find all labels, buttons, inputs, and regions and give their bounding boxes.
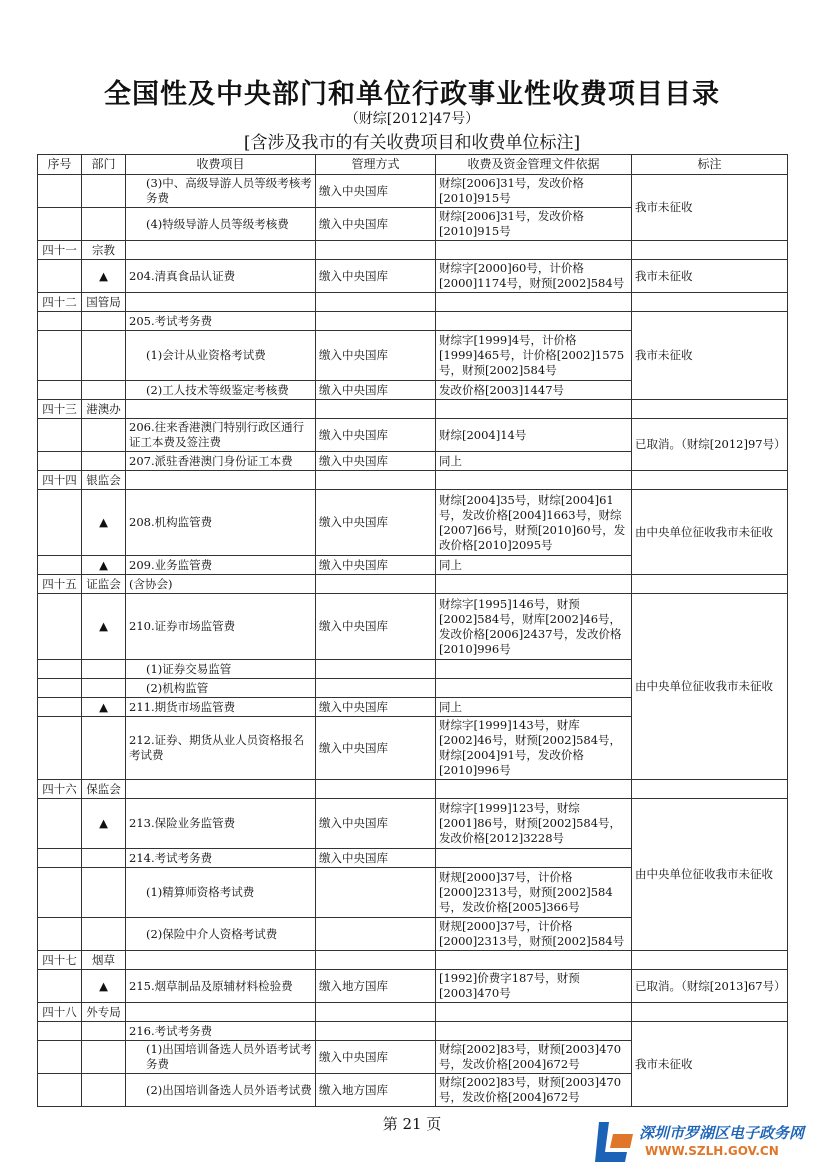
triangle-mark: ▲ <box>82 260 126 293</box>
basis-cell: 财综[2006]31号，发改价格[2010]915号 <box>436 208 632 241</box>
triangle-mark: ▲ <box>82 490 126 556</box>
section-dept: 宗教 <box>82 241 126 260</box>
mgmt-cell: 缴入中央国库 <box>316 419 436 452</box>
item-cell: (含协会) <box>126 575 316 594</box>
table-row <box>38 799 788 849</box>
section-seq: 四十七 <box>38 951 82 970</box>
logo-url: WWW.SZLH.GOV.CN <box>645 1144 779 1158</box>
item-cell: 213.保险业务监管费 <box>126 799 316 849</box>
note-cell: 我市未征收 <box>632 260 788 293</box>
section-dept: 外专局 <box>82 1003 126 1022</box>
header-item: 收费项目 <box>126 155 316 175</box>
note-cell: 由中央单位征收我市未征收 <box>632 490 788 575</box>
document-title: 全国性及中央部门和单位行政事业性收费项目目录 <box>104 79 720 110</box>
mgmt-cell: 缴入中央国库 <box>316 208 436 241</box>
document-note: [含涉及我市的有关收费项目和收费单位标注] <box>243 133 581 153</box>
item-cell: 209.业务监管费 <box>126 556 316 575</box>
table-row <box>38 1022 788 1041</box>
header-basis: 收费及资金管理文件依据 <box>436 155 632 175</box>
note-cell: 已取消。（财综[2012]97号） <box>632 419 788 471</box>
section-seq: 四十三 <box>38 400 82 419</box>
section-row <box>38 241 788 260</box>
section-row <box>38 951 788 970</box>
section-dept: 保监会 <box>82 780 126 799</box>
section-seq: 四十八 <box>38 1003 82 1022</box>
item-cell: (1)证券交易监管 <box>126 660 316 679</box>
triangle-mark: ▲ <box>82 594 126 660</box>
basis-cell: 财综[2006]31号，发改价格[2010]915号 <box>436 175 632 208</box>
section-dept: 国管局 <box>82 293 126 312</box>
item-cell: (3)中、高级导游人员等级考核考务费 <box>126 175 316 208</box>
mgmt-cell: 缴入中央国库 <box>316 594 436 660</box>
mgmt-cell: 缴入中央国库 <box>316 717 436 780</box>
section-row <box>38 293 788 312</box>
item-cell: 216.考试考务费 <box>126 1022 316 1041</box>
triangle-mark: ▲ <box>82 970 126 1003</box>
triangle-mark: ▲ <box>82 799 126 849</box>
item-cell: (2)机构监管 <box>126 679 316 698</box>
note-cell: 由中央单位征收我市未征收 <box>632 799 788 951</box>
mgmt-cell: 缴入中央国库 <box>316 381 436 400</box>
section-dept: 证监会 <box>82 575 126 594</box>
basis-cell: 同上 <box>436 556 632 575</box>
table-row <box>38 594 788 660</box>
item-cell: 208.机构监管费 <box>126 490 316 556</box>
item-cell: (4)特级导游人员等级考核费 <box>126 208 316 241</box>
mgmt-cell: 缴入地方国库 <box>316 970 436 1003</box>
table-row <box>38 419 788 452</box>
note-cell: 已取消。（财综[2013]67号） <box>632 970 788 1003</box>
mgmt-cell: 缴入中央国库 <box>316 452 436 471</box>
note-cell: 由中央单位征收我市未征收 <box>632 594 788 780</box>
item-cell: 207.派驻香港澳门身份证工本费 <box>126 452 316 471</box>
table-row <box>38 260 788 293</box>
basis-cell: 财综[2004]14号 <box>436 419 632 452</box>
triangle-mark: ▲ <box>82 698 126 717</box>
basis-cell: 财规[2000]37号，计价格[2000]2313号，财预[2002]584号，发改价格[2005]366号 <box>436 868 632 918</box>
basis-cell: 财综字[1995]146号，财预[2002]584号，财库[2002]46号，发改价格[2006]2437号，发改价格[2010]996号 <box>436 594 632 660</box>
section-seq: 四十二 <box>38 293 82 312</box>
section-dept: 港澳办 <box>82 400 126 419</box>
section-seq: 四十四 <box>38 471 82 490</box>
item-cell: 206.往来香港澳门特别行政区通行证工本费及签注费 <box>126 419 316 452</box>
header-seq: 序号 <box>38 155 82 175</box>
section-row <box>38 1003 788 1022</box>
mgmt-cell: 缴入中央国库 <box>316 556 436 575</box>
table-header-row <box>38 155 788 175</box>
mgmt-cell: 缴入中央国库 <box>316 698 436 717</box>
mgmt-cell: 缴入中央国库 <box>316 490 436 556</box>
basis-cell: 财综字[1999]123号，财综[2001]86号，财预[2002]584号，发改价格[2012]3228号 <box>436 799 632 849</box>
basis-cell: 同上 <box>436 698 632 717</box>
header-dept: 部门 <box>82 155 126 175</box>
basis-cell: 财综字[1999]143号，财库[2002]46号，财预[2002]584号，财综[2004]91号，发改价格[2010]996号 <box>436 717 632 780</box>
logo-site-name: 深圳市罗湖区电子政务网 <box>639 1124 805 1142</box>
section-row <box>38 471 788 490</box>
item-cell: (1)会计从业资格考试费 <box>126 331 316 381</box>
section-seq: 四十六 <box>38 780 82 799</box>
mgmt-cell: 缴入中央国库 <box>316 799 436 849</box>
basis-cell: 财综[2002]83号，财预[2003]470号，发改价格[2004]672号 <box>436 1074 632 1107</box>
basis-cell: 财规[2000]37号，计价格[2000]2313号，财预[2002]584号 <box>436 918 632 951</box>
section-row <box>38 575 788 594</box>
section-dept: 银监会 <box>82 471 126 490</box>
mgmt-cell: 缴入地方国库 <box>316 1074 436 1107</box>
header-mgmt: 管理方式 <box>316 155 436 175</box>
mgmt-cell: 缴入中央国库 <box>316 1041 436 1074</box>
basis-cell: 财综字[1999]4号，计价格[1999]465号，计价格[2002]1575号，财预[2002]584号 <box>436 331 632 381</box>
table-row <box>38 175 788 208</box>
item-cell: (1)精算师资格考试费 <box>126 868 316 918</box>
item-cell: (1)出国培训备选人员外语考试考务费 <box>126 1041 316 1074</box>
szlh-logo-icon <box>593 1118 635 1164</box>
mgmt-cell: 缴入中央国库 <box>316 849 436 868</box>
item-cell: 212.证券、期货从业人员资格报名考试费 <box>126 717 316 780</box>
page-number: 第 21 页 <box>382 1115 442 1133</box>
item-cell: (2)工人技术等级鉴定考核费 <box>126 381 316 400</box>
document-subtitle: （财综[2012]47号） <box>344 111 480 127</box>
note-cell: 我市未征收 <box>632 312 788 400</box>
table-row <box>38 312 788 331</box>
item-cell: 215.烟草制品及原辅材料检验费 <box>126 970 316 1003</box>
basis-cell: 财综[2004]35号，财综[2004]61号，发改价格[2004]1663号，财综[2007]66号，财预[2010]60号，发改价格[2010]2095号 <box>436 490 632 556</box>
section-row <box>38 400 788 419</box>
mgmt-cell: 缴入中央国库 <box>316 175 436 208</box>
basis-cell: [1992]价费字187号，财预[2003]470号 <box>436 970 632 1003</box>
note-cell: 我市未征收 <box>632 1022 788 1107</box>
mgmt-cell: 缴入中央国库 <box>316 260 436 293</box>
triangle-mark: ▲ <box>82 556 126 575</box>
szlh-watermark-logo <box>593 1118 815 1168</box>
section-row <box>38 780 788 799</box>
section-seq: 四十一 <box>38 241 82 260</box>
note-cell: 我市未征收 <box>632 175 788 241</box>
item-cell: 214.考试考务费 <box>126 849 316 868</box>
item-cell: (2)保险中介人资格考试费 <box>126 918 316 951</box>
mgmt-cell: 缴入中央国库 <box>316 331 436 381</box>
item-cell: 205.考试考务费 <box>126 312 316 331</box>
table-row <box>38 490 788 556</box>
table-row <box>38 970 788 1003</box>
item-cell: 204.清真食品认证费 <box>126 260 316 293</box>
item-cell: 210.证券市场监管费 <box>126 594 316 660</box>
section-seq: 四十五 <box>38 575 82 594</box>
basis-cell: 财综[2002]83号，财预[2003]470号，发改价格[2004]672号 <box>436 1041 632 1074</box>
fee-catalog-table <box>37 154 788 1107</box>
header-note: 标注 <box>632 155 788 175</box>
basis-cell: 发改价格[2003]1447号 <box>436 381 632 400</box>
basis-cell: 财综字[2000]60号，计价格[2000]1174号，财预[2002]584号 <box>436 260 632 293</box>
item-cell: (2)出国培训备选人员外语考试费 <box>126 1074 316 1107</box>
item-cell: 211.期货市场监管费 <box>126 698 316 717</box>
basis-cell: 同上 <box>436 452 632 471</box>
section-dept: 烟草 <box>82 951 126 970</box>
